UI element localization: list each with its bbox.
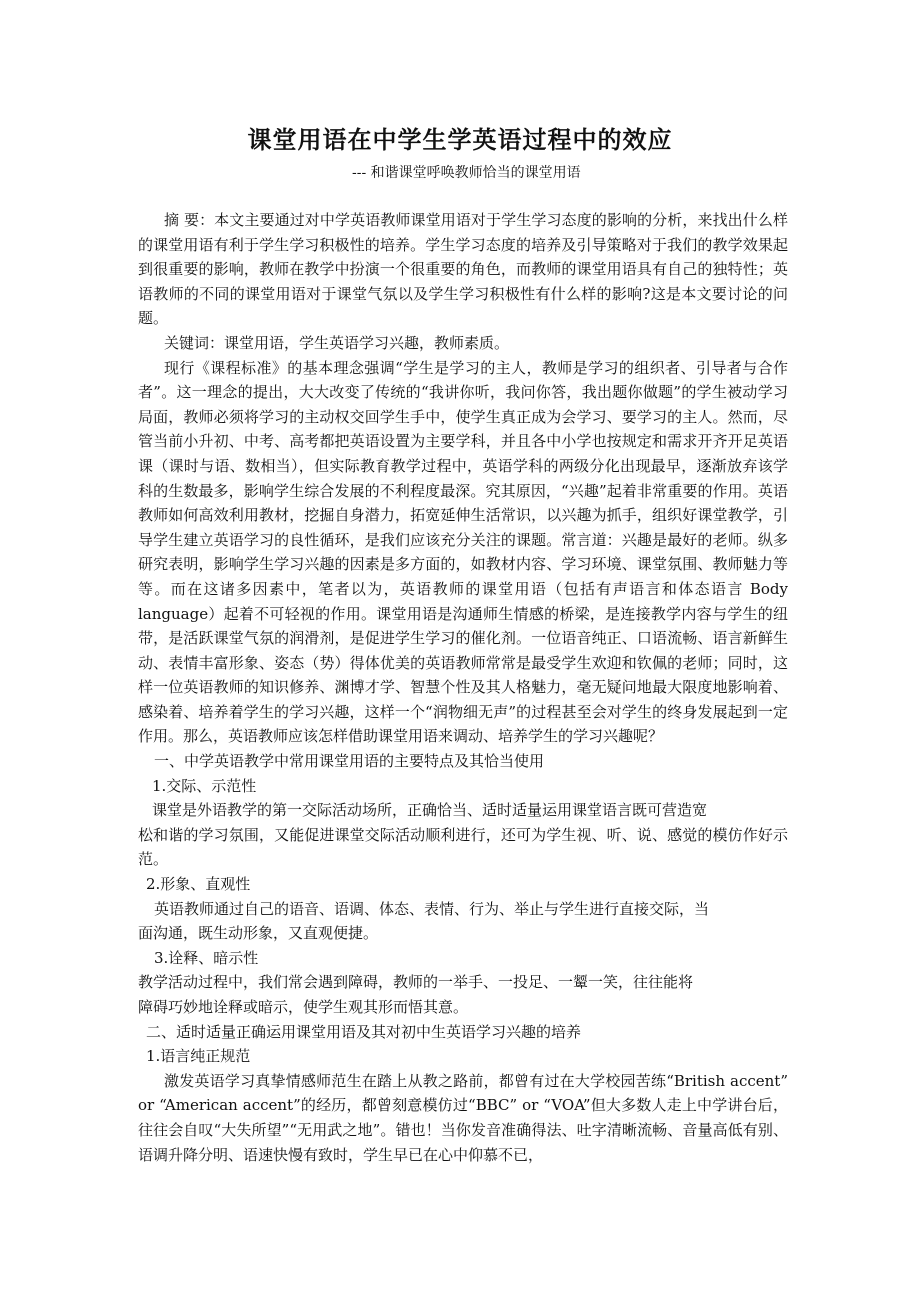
body-paragraph: 松和谐的学习氛围，又能促进课堂交际活动顺利进行，还可为学生视、听、说、感觉的模仿作好示范。 xyxy=(138,825,788,869)
document-subtitle: --- 和谐课堂呼唤教师恰当的课堂用语 xyxy=(352,165,581,181)
keywords-paragraph: 关键词：课堂用语，学生英语学习兴趣，教师素质。 xyxy=(164,333,510,352)
subsection-heading: 1.语言纯正规范 xyxy=(146,1047,251,1066)
body-paragraph: 课堂是外语教学的第一交际活动场所，正确恰当、适时适量运用课堂语言既可营造宽 xyxy=(152,801,708,820)
body-paragraph: 激发英语学习真挚情感师范生在踏上从教之路前，都曾有过在大学校园苦练“British accent” or “American accent”的经历，都曾刻意模仿过“BBC” or “VOA”但大多数人走上中学讲台后，往往会自叹“大失所望”“无用武之地”。错也！当你发音准确得法、吐字清晰流畅、音量高低有别、语调升降分明、语速快慢有致时，学生早已在心中仰慕不已， xyxy=(138,1071,788,1164)
document-title: 课堂用语在中学生学英语过程中的效应 xyxy=(247,126,673,154)
section-heading: 二、适时适量正确运用课堂用语及其对初中生英语学习兴趣的培养 xyxy=(146,1022,582,1041)
body-paragraph: 教学活动过程中，我们常会遇到障碍，教师的一举手、一投足、一颦一笑，往往能将 xyxy=(138,973,694,992)
subsection-heading: 1.交际、示范性 xyxy=(152,776,257,795)
body-paragraph: 英语教师通过自己的语音、语调、体态、表情、行为、举止与学生进行直接交际，当 xyxy=(154,899,710,918)
subsection-heading: 3.诠释、暗示性 xyxy=(154,948,259,967)
subsection-heading: 2.形象、直观性 xyxy=(146,875,251,894)
body-paragraph: 现行《课程标准》的基本理念强调“学生是学习的主人，教师是学习的组织者、引导者与合作者”。这一理念的提出，大大改变了传统的“我讲你听，我问你答，我出题你做题”的学生被动学习局面，教师必须将学习的主动权交回学生手中，使学生真正成为会学习、要学习的主人。然而，尽管当前小升初、中考、高考都把英语设置为主要学科，并且各中小学也按规定和需求开齐开足英语课（课时与语、数相当），但实际教育教学过程中，英语学科的两级分化出现最早，逐渐放弃该学科的生数最多，影响学生综合发展的不利程度最深。究其原因，“兴趣”起着非常重要的作用。英语教师如何高效利用教材，挖掘自身潜力，拓宽延伸生活常识，以兴趣为抓手，组织好课堂教学，引导学生建立英语学习的良性循环，是我们应该充分关注的课题。常言道：兴趣是最好的老师。纵多研究表明，影响学生学习兴趣的因素是多方面的，如教材内容、学习环境、课堂氛围、教师魅力等等。而在这诸多因素中，笔者以为，英语教师的课堂用语（包括有声语言和体态语言 Body language）起着不可轻视的作用。课堂用语是沟通师生情感的桥梁，是连接教学内容与学生的纽带，是活跃课堂气氛的润滑剂，是促进学生学习的催化剂。一位语音纯正、口语流畅、语言新鲜生动、表情丰富形象、姿态（势）得体优美的英语教师常常是最受学生欢迎和钦佩的老师；同时，这样一位英语教师的知识修养、渊博才学、智慧个性及其人格魅力，毫无疑问地最大限度地影响着、感染着、培养着学生的学习兴趣，这样一个“润物细无声”的过程甚至会对学生的终身发展起到一定作用。那么，英语教师应该怎样借助课堂用语来调动、培养学生的学习兴趣呢？ xyxy=(138,358,788,746)
body-paragraph: 面沟通，既生动形象，又直观便捷。 xyxy=(138,924,379,943)
document-body xyxy=(138,208,788,1167)
body-paragraph: 障碍巧妙地诠释或暗示，使学生观其形而悟其意。 xyxy=(138,998,469,1016)
section-heading: 一、中学英语教学中常用课堂用语的主要特点及其恰当使用 xyxy=(154,752,545,771)
abstract-paragraph: 摘 要：本文主要通过对中学英语教师课堂用语对于学生学习态度的影响的分析，来找出什么样的课堂用语有利于学生学习积极性的培养。学生学习态度的培养及引导策略对于我们的教学效果起到很重要的影响，教师在教学中扮演一个很重要的角色，而教师的课堂用语具有自己的独特性；英语教师的不同的课堂用语对于课堂气氛以及学生学习积极性有什么样的影响?这是本文要讨论的问题。 xyxy=(138,211,788,328)
